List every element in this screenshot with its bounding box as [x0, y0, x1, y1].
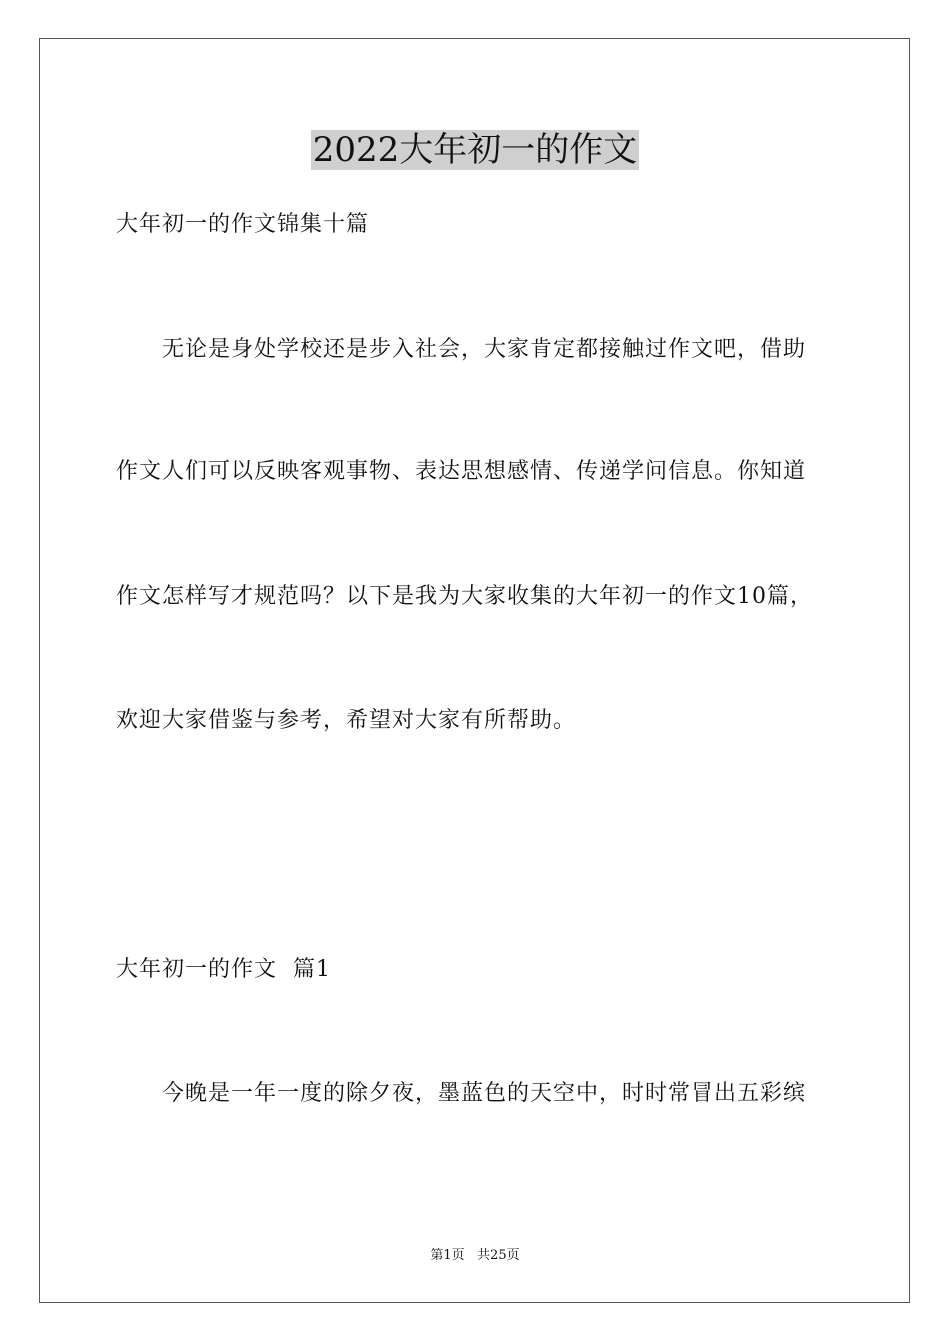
section-line-1: 今晚是一年一度的除夕夜，墨蓝色的天空中，时时常冒出五彩缤 — [162, 1081, 807, 1106]
intro-line-2: 作文人们可以反映客观事物、表达思想感情、传递学问信息。你知道 — [116, 459, 807, 484]
intro-line-4: 欢迎大家借鉴与参考，希望对大家有所帮助。 — [116, 708, 577, 733]
page-number-footer: 第1页 共25页 — [430, 1248, 520, 1263]
intro-line-3: 作文怎样写才规范吗？以下是我为大家收集的大年初一的作文10篇， — [116, 584, 813, 609]
section-heading: 大年初一的作文 篇1 — [116, 957, 331, 982]
intro-line-1: 无论是身处学校还是步入社会，大家肯定都接触过作文吧，借助 — [162, 337, 807, 362]
document-subtitle: 大年初一的作文锦集十篇 — [116, 212, 370, 237]
document-title — [0, 126, 950, 174]
document-title-text: 2022大年初一的作文 — [312, 130, 638, 170]
